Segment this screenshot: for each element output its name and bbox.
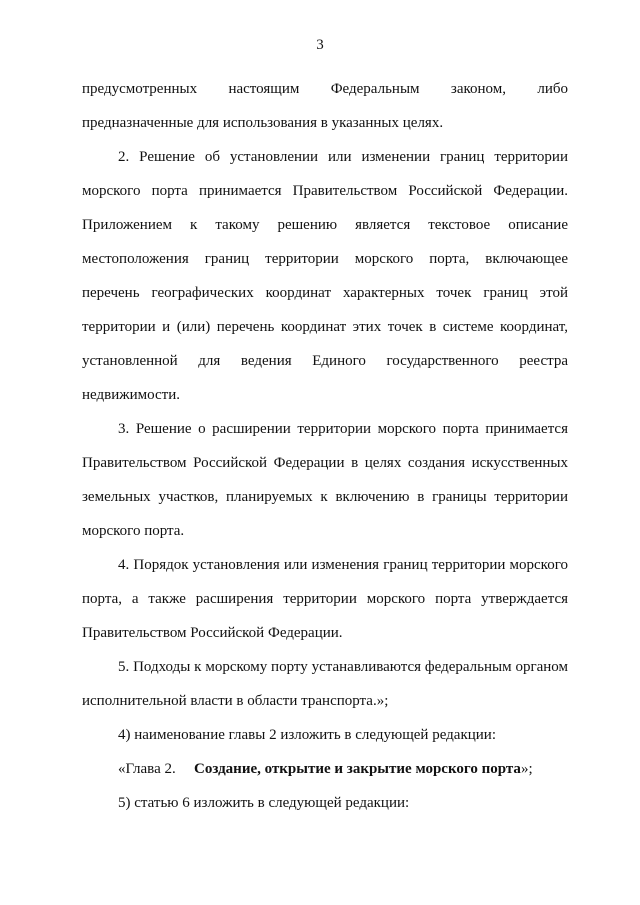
paragraph-clause-4: 4. Порядок установления или изменения границ территории морского порта, а также расширения территории морского порта утверждается Правительством Российской Федерации. bbox=[82, 557, 568, 641]
paragraph-clause-3: 3. Решение о расширении территории морского порта принимается Правительством Российской Федерации в целях создания искусственных земельных участков, планируемых к включению в границы территории морского порта. bbox=[82, 421, 568, 539]
page-number: 3 bbox=[316, 37, 324, 53]
paragraph-continuation: предусмотренных настоящим Федеральным законом, либо предназначенные для использования в указанных целях. bbox=[82, 81, 568, 131]
chapter-heading-line bbox=[82, 752, 568, 786]
paragraph-clause-5: 5. Подходы к морскому порту устанавливаются федеральным органом исполнительной власти в области транспорта.»; bbox=[82, 659, 568, 709]
paragraph-item-5: 5) статью 6 изложить в следующей редакции: bbox=[118, 795, 410, 811]
paragraph-clause-2: 2. Решение об установлении или изменении границ территории морского порта принимается Правительством Российской Федерации. Приложением к такому решению является текстовое описание местоположения границ территории морского порта, включающее перечень географических координат характерных точек границ этой территории и (или) перечень координат этих точек в системе координат, установленной для ведения Единого государственного реестра недвижимости. bbox=[82, 149, 568, 403]
chapter-suffix: »; bbox=[520, 761, 533, 777]
document-body bbox=[82, 72, 568, 820]
paragraph-item-4: 4) наименование главы 2 изложить в следующей редакции: bbox=[118, 727, 496, 743]
chapter-number: «Глава 2. bbox=[118, 761, 176, 777]
chapter-title: Создание, открытие и закрытие морского порта bbox=[194, 761, 521, 777]
